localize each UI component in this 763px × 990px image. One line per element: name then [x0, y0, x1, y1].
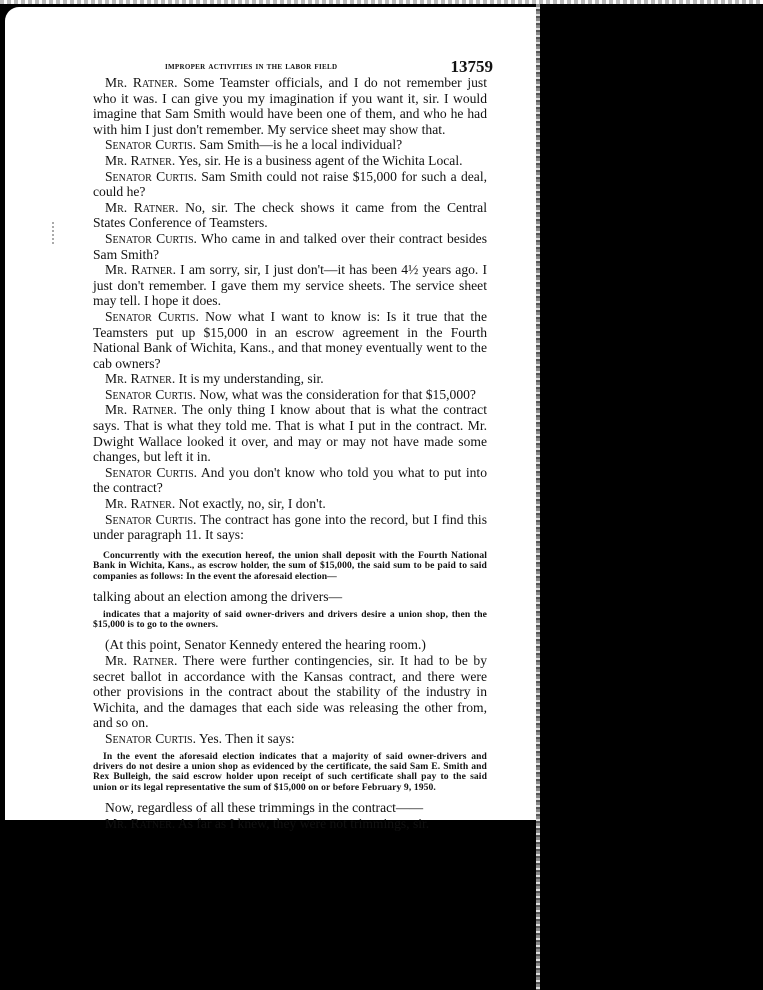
- testimony-text: Now, what was the consideration for that $15,000?: [195, 386, 476, 402]
- testimony-paragraph: [93, 731, 487, 747]
- testimony-text: Now what I want to know is: Is it true that the Teamsters put up $15,000 in an escrow agreement in the Fourth National Bank of Wichita, Kans., and that money eventually went to the cab owners?: [93, 308, 487, 371]
- testimony-paragraph: [93, 371, 487, 387]
- testimony-paragraph: [93, 496, 487, 512]
- testimony-text: No, sir. The check shows it came from the Central States Conference of Teamsters.: [93, 199, 487, 231]
- page-body: [93, 75, 487, 831]
- testimony-paragraph: [93, 465, 487, 496]
- testimony-text: Sam Smith could not raise $15,000 for such a deal, could he?: [93, 168, 487, 200]
- testimony-paragraph: [93, 200, 487, 231]
- speaker-label: Senator Curtis.: [105, 168, 197, 184]
- testimony-paragraph: [93, 800, 487, 816]
- speaker-label: Senator Curtis.: [105, 386, 196, 402]
- testimony-text: The only thing I know about that is what the contract says. That is what they told me. That is what I put in the contract. Mr. Dwight Wallace looked it over, and may or may not have made some changes, but left it in.: [93, 402, 487, 465]
- speaker-label: Mr. Ratner.: [105, 371, 176, 387]
- scan-artifact: [52, 222, 54, 244]
- testimony-paragraph: [93, 653, 487, 731]
- scan-top-edge: [0, 0, 763, 4]
- testimony-text: And you don't know who told you what to put into the contract?: [93, 464, 487, 496]
- testimony-paragraph: [93, 262, 487, 309]
- testimony-text: As far as I knew, they were not trimmings, sir.: [175, 815, 430, 831]
- interjection: talking about an election among the drivers—: [93, 589, 343, 605]
- testimony-text: The contract has gone into the record, but I find this under paragraph 11. It says:: [93, 511, 487, 543]
- speaker-label: Senator Curtis.: [105, 731, 196, 746]
- testimony-text: There were further contingencies, sir. It had to be by secret ballot in accordance with the Kansas contract, and there were other provisions in the contract about the stability of the industry in Wichita, and the damages that each side was releasing the other from, and so on.: [93, 653, 487, 731]
- contract-quote: Concurrently with the execution hereof, the union shall deposit with the Fourth National Bank in Wichita, Kans., as escrow holder, the sum of $15,000, the said sum to be paid to said companies as follows: In the event the aforesaid election—: [93, 549, 487, 582]
- testimony-paragraph: [93, 402, 487, 464]
- testimony-paragraph: [93, 153, 487, 169]
- page-number: 13759: [450, 57, 493, 76]
- testimony-text: Yes. Then it says:: [195, 731, 295, 746]
- testimony-paragraph: [93, 137, 487, 153]
- contract-quote: indicates that a majority of said owner-drivers and drivers desire a union shop, then the $15,000 is to go to the owners.: [93, 608, 487, 631]
- speaker-label: Mr. Ratner.: [105, 653, 178, 669]
- speaker-label: Senator Curtis.: [105, 230, 197, 246]
- speaker-label: Mr. Ratner.: [105, 815, 176, 831]
- testimony-paragraph: [93, 512, 487, 543]
- stage-direction: (At this point, Senator Kennedy entered the hearing room.): [105, 637, 426, 653]
- testimony-paragraph: [93, 387, 487, 403]
- scan-page-edge: [536, 4, 540, 990]
- speaker-label: Mr. Ratner.: [105, 75, 178, 90]
- testimony-text: Who came in and talked over their contract besides Sam Smith?: [93, 230, 488, 262]
- testimony-paragraph: [93, 309, 487, 371]
- testimony-text: Not exactly, no, sir, I don't.: [175, 496, 326, 512]
- testimony-paragraph: [93, 816, 487, 832]
- contract-quote: In the event the aforesaid election indicates that a majority of said owner-drivers and drivers do not desire a union shop as evidenced by the certificate, the said Sam E. Smith and Rex Bulleigh, the said escrow holder upon receipt of such certificate shall pay to the said union or its legal representative the sum of $15,000 on or before February 9, 1950.: [93, 750, 487, 793]
- speaker-label: Mr. Ratner.: [105, 496, 176, 512]
- testimony-paragraph: [93, 231, 487, 262]
- testimony-text: Sam Smith—is he a local individual?: [195, 137, 403, 153]
- speaker-label: Senator Curtis.: [105, 511, 197, 527]
- speaker-label: Mr. Ratner.: [105, 402, 177, 418]
- running-title: improper activities in the labor field: [165, 61, 338, 72]
- testimony-text: Yes, sir. He is a business agent of the Wichita Local.: [175, 152, 463, 168]
- speaker-label: Mr. Ratner.: [105, 199, 179, 215]
- testimony-text: I am sorry, sir, I just don't—it has been 4½ years ago. I just don't remember. I gave them my service sheets. The service sheet may tell. I hope it does.: [93, 262, 487, 309]
- testimony-text: Some Teamster officials, and I do not remember just who it was. I can give you my imagination if you want it, sir. I would imagine that Sam Smith would have been one of them, and who he had with him I just don't remember. My service sheet may show that.: [93, 75, 487, 137]
- testimony-paragraph: [93, 169, 487, 200]
- speaker-label: Senator Curtis.: [105, 464, 198, 480]
- testimony-text: Now, regardless of all these trimmings in the contract——: [105, 800, 424, 816]
- speaker-label: Senator Curtis.: [105, 308, 199, 324]
- speaker-label: Senator Curtis.: [105, 137, 196, 153]
- speaker-label: Mr. Ratner.: [105, 262, 176, 278]
- testimony-text: It is my understanding, sir.: [175, 371, 324, 387]
- testimony-paragraph: [93, 75, 487, 137]
- speaker-label: Mr. Ratner.: [105, 152, 176, 168]
- page-header: [165, 57, 493, 75]
